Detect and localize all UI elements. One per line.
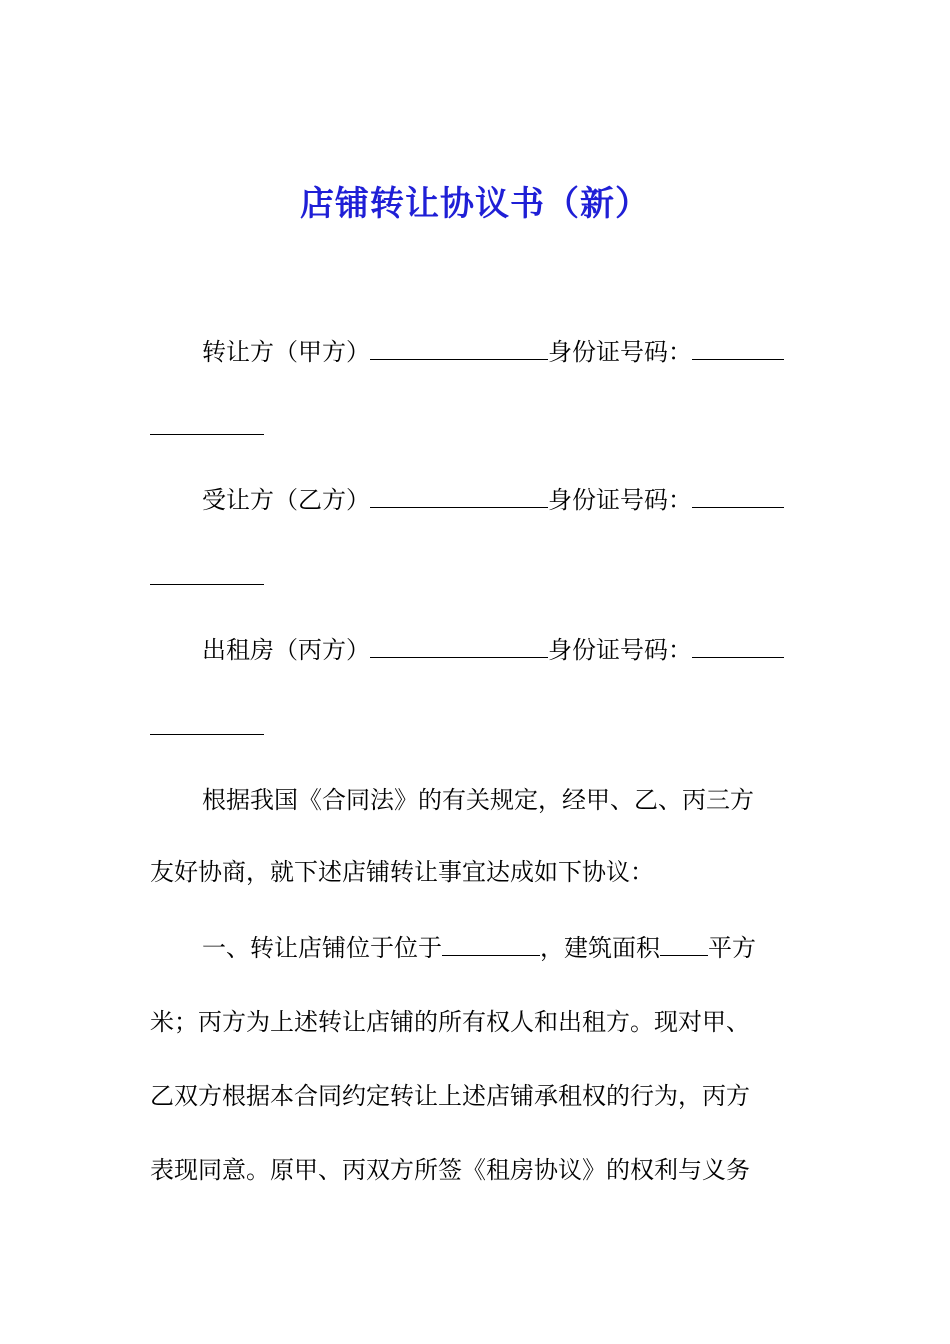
- id-label: 身份证号码：: [548, 636, 692, 664]
- name-blank: [370, 487, 548, 508]
- id-blank: [692, 339, 784, 360]
- clause1-line-1: [202, 932, 802, 964]
- clause1-text-a: 一、转让店铺位于位于: [202, 934, 442, 962]
- name-blank: [370, 339, 548, 360]
- document-title: 店铺转让协议书（新）: [300, 184, 650, 224]
- id-label: 身份证号码：: [548, 486, 692, 514]
- id-blank-continuation: [150, 584, 264, 585]
- id-blank: [692, 637, 784, 658]
- party-role-label: 受让方（乙方）: [202, 486, 370, 514]
- clause1-text-b: ，建筑面积: [540, 934, 660, 962]
- clause1-line-2: 米；丙方为上述转让店铺的所有权人和出租方。现对甲、: [150, 1008, 750, 1036]
- intro-line-2: 友好协商，就下述店铺转让事宜达成如下协议：: [150, 858, 654, 886]
- id-label: 身份证号码：: [548, 338, 692, 366]
- area-blank: [660, 935, 708, 956]
- party-line-lessor: [202, 634, 802, 666]
- clause1-text-c: 平方: [708, 934, 756, 962]
- name-blank: [370, 637, 548, 658]
- party-line-transferee: [202, 484, 802, 516]
- party-role-label: 转让方（甲方）: [202, 338, 370, 366]
- id-blank: [692, 487, 784, 508]
- party-role-label: 出租房（丙方）: [202, 636, 370, 664]
- party-line-transferor: [202, 336, 802, 368]
- id-blank-continuation: [150, 734, 264, 735]
- clause1-line-4: 表现同意。原甲、丙双方所签《租房协议》的权利与义务: [150, 1156, 750, 1184]
- clause1-line-3: 乙双方根据本合同约定转让上述店铺承租权的行为，丙方: [150, 1082, 750, 1110]
- id-blank-continuation: [150, 434, 264, 435]
- intro-line-1: 根据我国《合同法》的有关规定，经甲、乙、丙三方: [202, 786, 754, 814]
- location-blank: [442, 935, 540, 956]
